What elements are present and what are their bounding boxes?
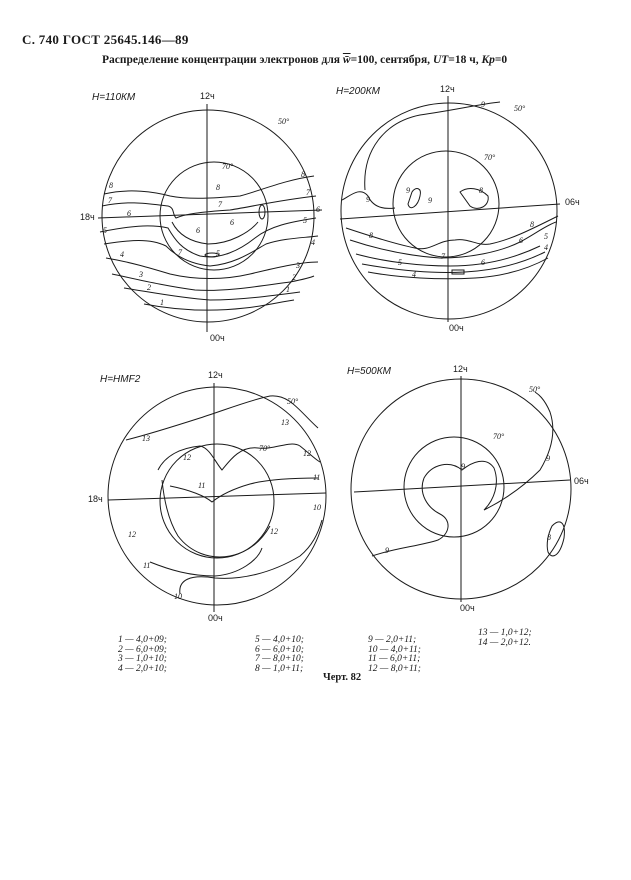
latitude-label-70: 70° xyxy=(484,153,496,162)
isoline-label: 2 xyxy=(147,283,151,292)
isoline xyxy=(372,392,553,556)
isoline-label: 8 xyxy=(301,170,305,179)
figure-caption: Черт. 82 xyxy=(323,672,362,683)
latitude-label-50: 50° xyxy=(529,385,541,394)
plot-altitude-label: H=HMF2 xyxy=(100,374,141,385)
isoline-label: 5 xyxy=(544,232,548,241)
legend-item: 13 — 1,0+12; xyxy=(478,628,532,638)
isoline xyxy=(100,218,316,257)
tick-label-12h: 12ч xyxy=(453,364,468,374)
isoline xyxy=(365,102,500,190)
legend-item: 11 — 6,0+11; xyxy=(368,654,421,664)
isoline-label: 3 xyxy=(296,261,300,270)
isoline-label: 12 xyxy=(183,453,191,462)
polar-plot-hmf2 xyxy=(108,383,326,612)
isoline xyxy=(102,196,316,218)
isoline xyxy=(180,520,322,594)
isoline xyxy=(150,548,262,576)
plot-altitude-label: H=110КМ xyxy=(92,92,136,103)
isoline xyxy=(104,176,314,198)
polar-plot-500km xyxy=(351,376,571,602)
isoline xyxy=(172,222,258,244)
isoline-label: 4 xyxy=(120,250,124,259)
legend-column xyxy=(368,636,421,674)
legend-column xyxy=(118,636,167,674)
isoline-label: 8 xyxy=(530,220,534,229)
isoline-label: 5 xyxy=(303,216,307,225)
isoline-label: 8 xyxy=(547,533,551,542)
isoline-label: 13 xyxy=(142,434,150,443)
legend-item: 12 — 8,0+11; xyxy=(368,663,421,674)
isoline-label: 9 xyxy=(428,196,432,205)
plot-altitude-label: H=200КМ xyxy=(336,86,380,97)
isoline-label: 9 xyxy=(366,195,370,204)
isoline-label: 1 xyxy=(286,285,290,294)
tick-label-12h: 12ч xyxy=(200,91,215,101)
isoline xyxy=(106,258,318,279)
legend-item: 9 — 2,0+11; xyxy=(368,635,417,645)
isoline-label: 3 xyxy=(139,270,143,279)
title-prefix: Распределение концентрации электронов для xyxy=(102,54,341,66)
equatorial-axis xyxy=(340,204,560,219)
page-header: С. 740 ГОСТ 25645.146—89 xyxy=(22,32,189,47)
isoline-label: 11 xyxy=(143,561,151,570)
isoline xyxy=(104,236,318,266)
latitude-label-50: 50° xyxy=(287,397,299,406)
isoline-label: 2 xyxy=(292,273,296,282)
isoline-label: 4 xyxy=(412,270,416,279)
latitude-label-50: 50° xyxy=(514,104,526,113)
plot-altitude-label: H=500КМ xyxy=(347,366,391,377)
isoline-label: 9 xyxy=(461,462,465,471)
latitude-label-70: 70° xyxy=(493,432,505,441)
isoline-label: 6 xyxy=(481,258,485,267)
tick-label-06h: 06ч xyxy=(574,476,589,486)
isoline-label: 12 xyxy=(270,527,278,536)
inner-circle-70deg xyxy=(404,437,504,537)
outer-circle-50deg xyxy=(341,103,557,319)
legend-item: 8 — 1,0+11; xyxy=(255,663,304,674)
isoline-label: 8 xyxy=(216,183,220,192)
isoline-label: 7 xyxy=(218,200,222,209)
latitude-label-70: 70° xyxy=(259,444,271,453)
legend-item: 10 — 4,0+11; xyxy=(368,644,421,655)
isoline-label: 6 xyxy=(230,218,234,227)
legend-column xyxy=(255,636,304,674)
isoline-label: 8 xyxy=(109,181,113,190)
latitude-label-50: 50° xyxy=(278,117,290,126)
tick-label-12h: 12ч xyxy=(208,370,223,380)
isoline-label: 6 xyxy=(127,209,131,218)
isoline-label: 8 xyxy=(479,186,483,195)
title-kp-value: =0 xyxy=(494,54,508,66)
isoline xyxy=(368,258,548,279)
equatorial-axis xyxy=(354,480,570,492)
isoline-label: 7 xyxy=(108,196,112,205)
isoline-label: 5 xyxy=(398,258,402,267)
inner-circle-70deg xyxy=(160,444,274,558)
isoline-label: 6 xyxy=(196,226,200,235)
title-kp-symbol: Kp xyxy=(481,54,495,66)
isoline-label: 11 xyxy=(198,481,206,490)
tick-label-18h: 18ч xyxy=(88,494,103,504)
legend-item: 14 — 2,0+12. xyxy=(478,637,531,648)
isoline xyxy=(162,480,270,557)
isoline-label: 7 xyxy=(441,252,445,261)
isoline-label: 10 xyxy=(174,592,182,601)
legend-item: 5 — 4,0+10; xyxy=(255,635,304,645)
isoline-label: 5 xyxy=(103,226,107,235)
isoline xyxy=(144,300,294,310)
tick-label-12h: 12ч xyxy=(440,84,455,94)
title-ut-symbol: UT xyxy=(432,54,449,66)
title-mid: =100, сентября, xyxy=(350,54,431,66)
isoline xyxy=(170,478,318,502)
isoline-label: 4 xyxy=(544,243,548,252)
tick-label-00h: 00ч xyxy=(449,323,464,333)
tick-label-06h: 06ч xyxy=(565,197,580,207)
isoline-label: 4 xyxy=(311,238,315,247)
isoline-label: 9 xyxy=(385,546,389,555)
isoline-label: 9 xyxy=(546,454,550,463)
legend-item: 2 — 6,0+09; xyxy=(118,644,167,655)
tick-label-00h: 00ч xyxy=(210,333,225,343)
isoline-label: 13 xyxy=(281,418,289,427)
legend-column xyxy=(478,629,532,648)
legend-item: 1 — 4,0+09; xyxy=(118,635,167,645)
tick-label-00h: 00ч xyxy=(208,613,223,623)
polar-plot-110km xyxy=(98,104,322,332)
isoline-label: 6 xyxy=(316,205,320,214)
isoline-label: 5 xyxy=(216,249,220,258)
polar-plot-200km xyxy=(340,96,560,322)
legend-item: 4 — 2,0+10; xyxy=(118,663,167,674)
isoline-label: 8 xyxy=(369,231,373,240)
title-ut-value: =18 ч, xyxy=(448,54,479,66)
legend-item: 3 — 1,0+10; xyxy=(118,654,167,664)
legend-item: 7 — 8,0+10; xyxy=(255,654,304,664)
isoline-loop xyxy=(460,189,488,209)
isoline-label: 6 xyxy=(519,236,523,245)
isoline-label: 12 xyxy=(128,530,136,539)
legend-item: 6 — 6,0+10; xyxy=(255,644,304,655)
isoline-label: 9 xyxy=(481,100,485,109)
isoline-label: 10 xyxy=(313,503,321,512)
isoline-label: 7 xyxy=(178,248,182,257)
isoline-label: 1 xyxy=(160,298,164,307)
latitude-label-70: 70° xyxy=(222,162,234,171)
isoline-label: 9 xyxy=(406,186,410,195)
tick-label-00h: 00ч xyxy=(460,603,475,613)
isoline xyxy=(346,216,558,249)
isoline-label: 12 xyxy=(303,449,311,458)
tick-label-18h: 18ч xyxy=(80,212,95,222)
title-w-symbol: w̄ xyxy=(342,54,351,66)
isoline-label: 7 xyxy=(306,188,310,197)
isoline-label: 11 xyxy=(313,473,321,482)
